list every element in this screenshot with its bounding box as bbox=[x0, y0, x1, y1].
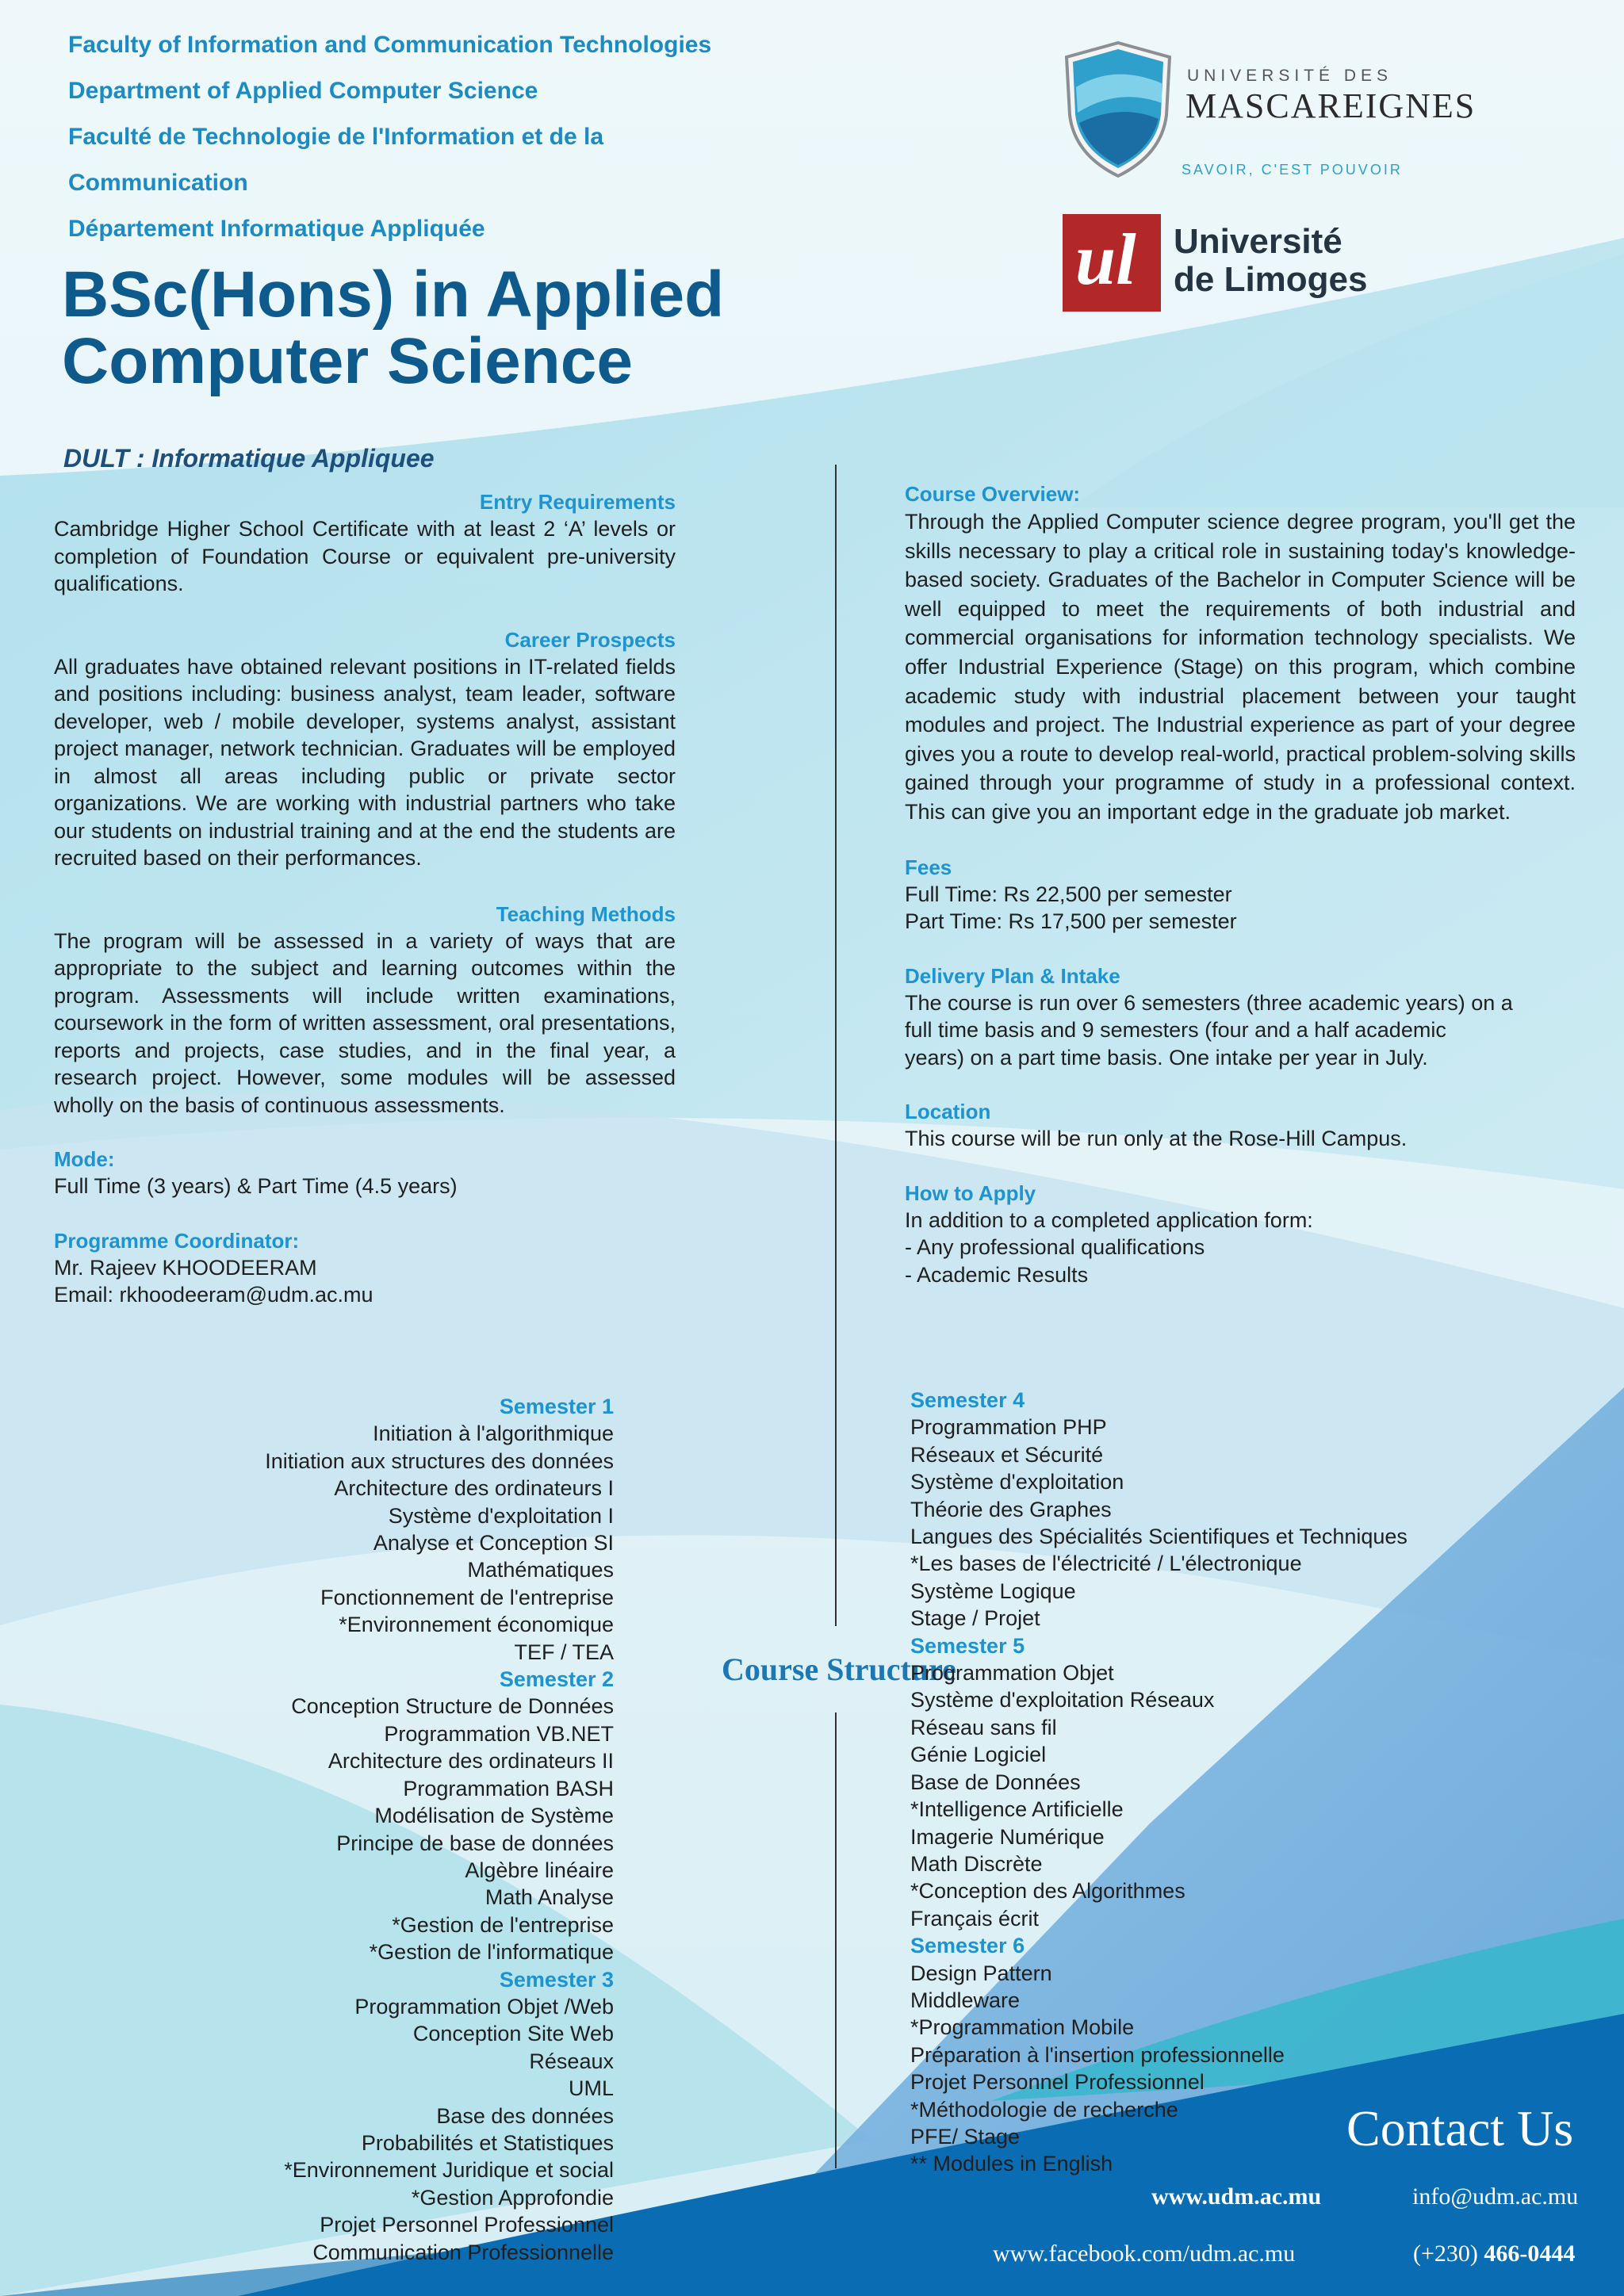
ul-mark-icon bbox=[1063, 214, 1161, 312]
fees-part-time: Part Time: Rs 17,500 per semester bbox=[905, 909, 1237, 934]
location-title: Location bbox=[905, 1100, 991, 1124]
semester-title: Semester 1 bbox=[499, 1395, 614, 1418]
semester-title: Semester 2 bbox=[499, 1667, 614, 1692]
career-prospects-text: All graduates have obtained relevant positions in IT-related fields and positions including: business analyst, team leader, software developer, web / mobile developer, systems analyst, assistant project manager, network technician. Graduates will be employed in almost all areas including public or private sector organizations. We are working with industrial partners who take our students on industrial training and at the end the students are recruited based on their performances. bbox=[54, 654, 676, 870]
semester-title: Semester 4 bbox=[910, 1388, 1025, 1412]
contact-website-link[interactable]: www.udm.ac.mu bbox=[1151, 2183, 1322, 2210]
column-divider-top bbox=[835, 465, 837, 1626]
coordinator-email: Email: rkhoodeeram@udm.ac.mu bbox=[54, 1283, 373, 1307]
module-item: Préparation à l'insertion professionnelle bbox=[910, 2042, 1285, 2067]
right-column bbox=[905, 480, 1576, 1288]
module-item: Programmation PHP bbox=[910, 1415, 1107, 1440]
course-overview-text: Through the Applied Computer science degree program, you'll get the skills necessary to play a critical role in sustaining today's knowledge-based society. Graduates of the Bachelor in Computer Science will be well equipped to meet the requirements of both industrial and commercial organisations for information technology specialists. We offer Industrial Experience (Stage) on this program, which combine academic study with industrial placement between your taught modules and project. The Industrial experience as part of your degree gives you a route to develop real-world, practical problem-solving skills gained through your programme of study in a professional context. This can give you an important edge in the graduate job market. bbox=[905, 510, 1576, 824]
how-to-apply-title: How to Apply bbox=[905, 1181, 1036, 1205]
module-item: Langues des Spécialités Scientifiques et Techniques bbox=[910, 1525, 1408, 1549]
module-item: Principe de base de données bbox=[336, 1831, 614, 1855]
left-column bbox=[54, 488, 676, 1309]
udm-motto: SAVOIR, C'EST POUVOIR bbox=[1182, 162, 1403, 178]
module-item: PFE/ Stage bbox=[910, 2124, 1021, 2149]
module-item: Conception Site Web bbox=[412, 2022, 614, 2046]
module-item: Middleware bbox=[910, 1988, 1021, 2012]
faculty-fr-line1: Faculté de Technologie de l'Information et de la bbox=[68, 124, 603, 150]
module-item: Math Analyse bbox=[485, 1885, 614, 1910]
title-line2: Computer Science bbox=[62, 325, 633, 397]
career-prospects-title: Career Prospects bbox=[504, 627, 676, 652]
module-item: Réseau sans fil bbox=[910, 1715, 1057, 1739]
apply-line3: - Academic Results bbox=[905, 1262, 1089, 1287]
contact-title: Contact Us bbox=[1346, 2100, 1574, 2156]
module-item: Mathématiques bbox=[467, 1558, 614, 1582]
module-item: Initiation aux structures des données bbox=[265, 1448, 614, 1473]
delivery-title: Delivery Plan & Intake bbox=[905, 963, 1120, 988]
header-block bbox=[68, 22, 861, 252]
module-item: *Environnement Juridique et social bbox=[284, 2158, 614, 2183]
course-overview-title: Course Overview: bbox=[905, 482, 1081, 506]
module-item: Architecture des ordinateurs I bbox=[334, 1476, 614, 1501]
teaching-methods-title: Teaching Methods bbox=[496, 901, 676, 926]
module-item: Projet Personnel Professionnel bbox=[910, 2070, 1205, 2095]
module-item: Initiation à l'algorithmique bbox=[373, 1422, 614, 1446]
ul-line1: Université bbox=[1174, 222, 1342, 261]
ul-logo bbox=[1063, 214, 1475, 313]
module-item: Programmation VB.NET bbox=[384, 1721, 614, 1746]
delivery-line1: The course is run over 6 semesters (three academic years) on a bbox=[905, 990, 1513, 1015]
phone-number: 466-0444 bbox=[1484, 2241, 1576, 2267]
module-item: Math Discrète bbox=[910, 1851, 1043, 1876]
contact-phone bbox=[1413, 2241, 1575, 2267]
coordinator-title: Programme Coordinator: bbox=[54, 1228, 300, 1253]
phone-prefix: (+230) bbox=[1413, 2241, 1484, 2267]
module-item: Programmation Objet /Web bbox=[354, 1994, 614, 2019]
module-item: Programmation Objet bbox=[910, 1661, 1114, 1686]
module-item: Système d'exploitation I bbox=[388, 1503, 614, 1528]
mode-title: Mode: bbox=[54, 1147, 115, 1171]
udm-name: MASCAREIGNES bbox=[1185, 86, 1477, 125]
module-item: Système d'exploitation bbox=[910, 1470, 1124, 1494]
module-item: *Gestion de l'entreprise bbox=[392, 1912, 614, 1937]
ul-line2: de Limoges bbox=[1174, 260, 1368, 299]
apply-line1: In addition to a completed application form: bbox=[905, 1207, 1313, 1232]
module-item: Analyse et Conception SI bbox=[373, 1531, 614, 1556]
ul-mark-text: ul bbox=[1075, 219, 1136, 300]
module-item: *Programmation Mobile bbox=[910, 2015, 1135, 2040]
module-item: Probabilités et Statistiques bbox=[361, 2130, 614, 2155]
teaching-methods-text: The program will be assessed in a variety of ways that are appropriate to the subject and learning outcomes within the program. Assessments will include written examinations, coursework in the form of written assessment, oral presentations, reports and projects, case studies, and in the final year, a research project. However, some modules will be assessed wholly on the basis of continuous assessments. bbox=[54, 928, 676, 1117]
module-item: Français écrit bbox=[910, 1906, 1040, 1931]
module-item: Conception Structure de Données bbox=[291, 1694, 614, 1719]
module-item: *Intelligence Artificielle bbox=[910, 1797, 1124, 1822]
module-item: Réseaux bbox=[529, 2049, 614, 2073]
semesters-right-list bbox=[910, 1387, 1592, 2178]
department-en: Department of Applied Computer Science bbox=[68, 78, 538, 104]
fees-title: Fees bbox=[905, 855, 952, 879]
module-item: Base des données bbox=[436, 2103, 614, 2128]
module-item: TEF / TEA bbox=[514, 1640, 614, 1664]
module-item: Stage / Projet bbox=[910, 1606, 1040, 1631]
subtitle: DULT : Informatique Appliquee bbox=[63, 444, 435, 473]
module-item: Base de Données bbox=[910, 1770, 1081, 1794]
entry-requirements-text: Cambridge Higher School Certificate with at least 2 ‘A’ levels or completion of Foundation Course or equivalent pre-university qualifications. bbox=[54, 517, 676, 595]
location-text: This course will be run only at the Rose-Hill Campus. bbox=[905, 1127, 1408, 1151]
module-item: *Gestion Approfondie bbox=[411, 2185, 614, 2210]
coordinator-name: Mr. Rajeev KHOODEERAM bbox=[54, 1255, 317, 1280]
title-line1: BSc(Hons) in Applied bbox=[62, 258, 725, 331]
udm-shield-icon bbox=[1059, 40, 1178, 182]
udm-top-text: UNIVERSITÉ DES bbox=[1187, 67, 1393, 85]
module-item: ** Modules in English bbox=[910, 2152, 1113, 2176]
module-item: Architecture des ordinateurs II bbox=[327, 1749, 614, 1774]
module-item: *Gestion de l'informatique bbox=[369, 1940, 614, 1965]
module-item: Système d'exploitation Réseaux bbox=[910, 1688, 1215, 1712]
faculty-fr-line2: Communication bbox=[68, 170, 248, 196]
module-item: Modélisation de Système bbox=[374, 1804, 614, 1828]
faculty-en: Faculty of Information and Communication Technologies bbox=[68, 32, 712, 58]
delivery-line2: full time basis and 9 semesters (four and a half academic bbox=[905, 1018, 1446, 1043]
module-item: Génie Logiciel bbox=[910, 1743, 1047, 1767]
udm-logo bbox=[1059, 40, 1503, 182]
apply-line2: - Any professional qualifications bbox=[905, 1235, 1205, 1260]
course-structure-title: Course Structure bbox=[722, 1651, 956, 1687]
module-item: Algèbre linéaire bbox=[465, 1858, 614, 1882]
module-item: UML bbox=[568, 2076, 614, 2101]
module-item: Réseaux et Sécurité bbox=[910, 1442, 1104, 1467]
module-item: *Les bases de l'électricité / L'électronique bbox=[910, 1552, 1302, 1576]
module-item: Imagerie Numérique bbox=[910, 1824, 1105, 1849]
module-item: Communication Professionnelle bbox=[312, 2240, 614, 2264]
module-item: Théorie des Graphes bbox=[910, 1497, 1112, 1521]
department-fr: Département Informatique Appliquée bbox=[68, 216, 485, 242]
column-divider-bottom bbox=[835, 1712, 837, 2168]
semester-title: Semester 5 bbox=[910, 1633, 1025, 1658]
entry-requirements-title: Entry Requirements bbox=[479, 490, 676, 514]
page-title bbox=[62, 258, 725, 397]
module-item: Fonctionnement de l'entreprise bbox=[320, 1585, 614, 1609]
semester-title: Semester 6 bbox=[910, 1934, 1025, 1958]
module-item: Système Logique bbox=[910, 1578, 1076, 1603]
module-item: Design Pattern bbox=[910, 1961, 1052, 1985]
module-item: *Conception des Algorithmes bbox=[910, 1879, 1185, 1904]
module-item: Projet Personnel Professionnel bbox=[320, 2213, 614, 2237]
mode-text: Full Time (3 years) & Part Time (4.5 years) bbox=[54, 1174, 458, 1198]
contact-facebook-link[interactable]: www.facebook.com/udm.ac.mu bbox=[993, 2241, 1296, 2267]
fees-full-time: Full Time: Rs 22,500 per semester bbox=[905, 882, 1232, 906]
module-item: *Méthodologie de recherche bbox=[910, 2097, 1178, 2122]
module-item: *Environnement économique bbox=[339, 1613, 614, 1637]
delivery-line3: years) on a part time basis. One intake per year in July. bbox=[905, 1045, 1428, 1070]
contact-email-link[interactable]: info@udm.ac.mu bbox=[1412, 2183, 1579, 2210]
semesters-left-list bbox=[127, 1393, 614, 2266]
module-item: Programmation BASH bbox=[403, 1776, 614, 1800]
semester-title: Semester 3 bbox=[499, 1967, 614, 1992]
